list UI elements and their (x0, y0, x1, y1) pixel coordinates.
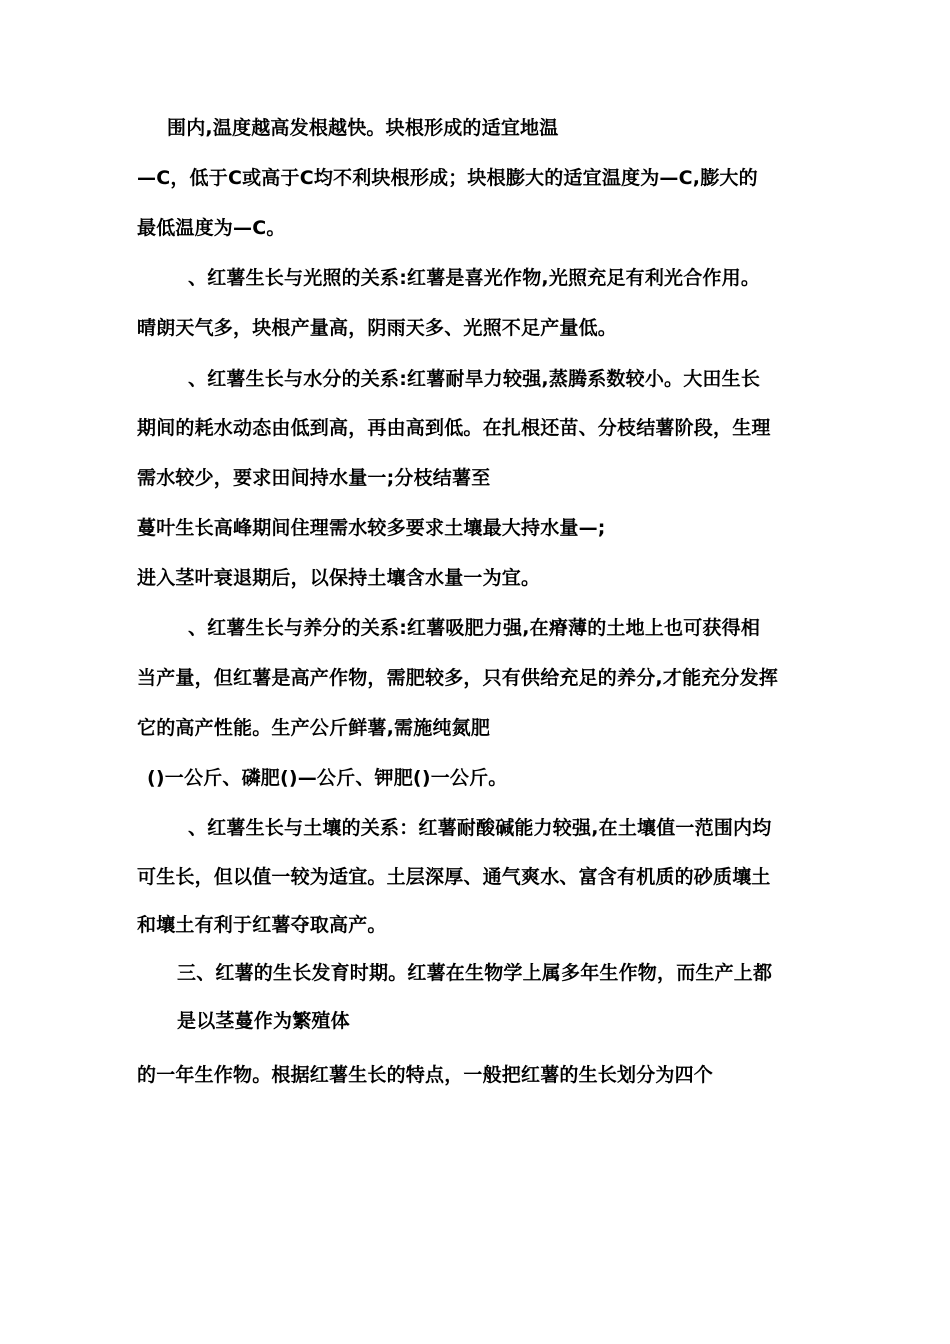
text-line-3: 最低温度为—C。 (137, 217, 286, 239)
text-line-1: 围内,温度越高发根越快。块根形成的适宜地温 (167, 117, 559, 139)
text-line-5: 晴朗天气多，块根产量高，阴雨天多、光照不足产量低。 (137, 317, 618, 339)
text-line-14: ()一公斤、磷肥()—公斤、钾肥()一公斤。 (147, 767, 508, 789)
text-line-12: 当产量，但红薯是高产作物，需肥较多，只有供给充足的养分,才能充分发挥 (137, 667, 779, 689)
text-line-4: 、红薯生长与光照的关系:红薯是喜光作物,光照充足有利光合作用。 (188, 267, 761, 289)
text-line-15: 、红薯生长与土壤的关系：红薯耐酸碱能力较强,在土壤值一范围内均 (188, 817, 772, 839)
text-line-13: 它的高产性能。生产公斤鲜薯,需施纯氮肥 (137, 717, 491, 739)
text-line-11: 、红薯生长与养分的关系:红薯吸肥力强,在瘠薄的土地上也可获得相 (188, 617, 761, 639)
text-line-20: 的一年生作物。根据红薯生长的特点，一般把红薯的生长划分为四个 (137, 1064, 714, 1086)
text-line-17: 和壤土有利于红薯夺取高产。 (137, 914, 387, 936)
text-line-19: 是以茎蔓作为繁殖体 (177, 1010, 350, 1032)
text-line-10: 进入茎叶衰退期后，以保持土壤含水量一为宜。 (137, 567, 541, 589)
text-line-2: —C，低于C或高于C均不利块根形成；块根膨大的适宜温度为—C,膨大的 (137, 167, 758, 189)
text-line-18: 三、红薯的生长发育时期。红薯在生物学上属多年生作物，而生产上都 (177, 962, 773, 984)
text-line-16: 可生长，但以值一较为适宜。土层深厚、通气爽水、富含有机质的砂质壤土 (137, 866, 771, 888)
text-line-7: 期间的耗水动态由低到高，再由高到低。在扎根还苗、分枝结薯阶段，生理 (137, 417, 771, 439)
text-line-9: 蔓叶生长高峰期间住理需水较多要求土壤最大持水量—; (137, 517, 606, 539)
text-line-8: 需水较少，要求田间持水量一;分枝结薯至 (137, 467, 491, 489)
text-line-6: 、红薯生长与水分的关系:红薯耐旱力较强,蒸腾系数较小。大田生长 (188, 368, 761, 390)
